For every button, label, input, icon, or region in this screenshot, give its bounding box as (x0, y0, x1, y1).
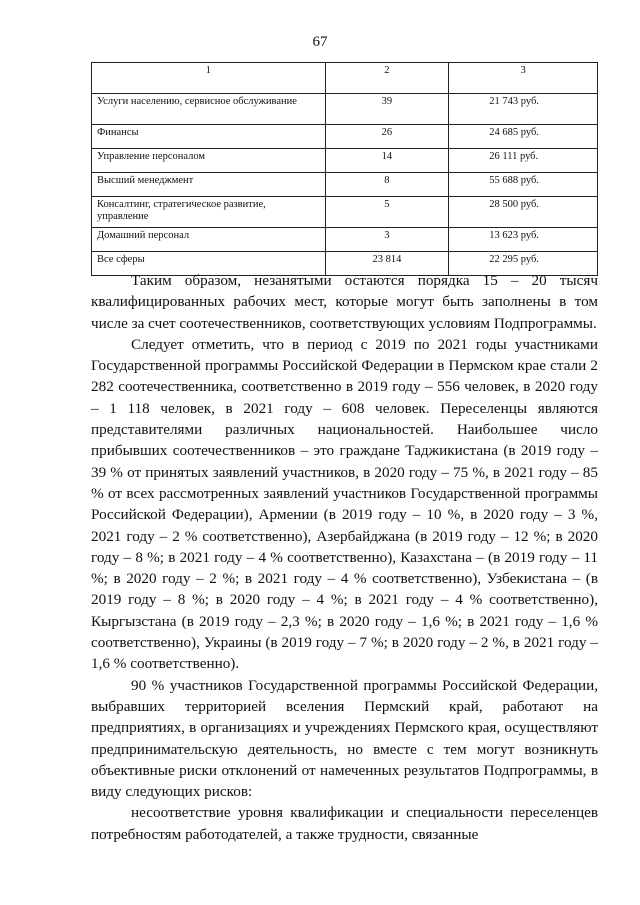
table-header-row (92, 63, 598, 94)
paragraph: Таким образом, незанятыми остаются порядка 15 – 20 тысяч квалифицированных рабочих мест, которые могут быть заполнены в том числе за счет соотечественников, соответствующих условиям Подпрограммы. (91, 272, 598, 332)
table-cell-count: 39 (325, 94, 449, 125)
table-cell-sector: Высший менеджмент (92, 173, 326, 197)
table-row (92, 197, 598, 228)
table-cell-count: 26 (325, 125, 449, 149)
table-cell-count: 14 (325, 149, 449, 173)
table-cell-count: 23 814 (325, 252, 449, 276)
table-row (92, 149, 598, 173)
table-cell-sector: Управление персоналом (92, 149, 326, 173)
salary-table (91, 62, 598, 276)
table-cell-sector: Консалтинг, стратегическое развитие, управление (92, 197, 326, 228)
table-cell-sector: Услуги населению, сервисное обслуживание (92, 94, 326, 125)
table-cell-salary: 22 295 руб. (449, 252, 598, 276)
table-row (92, 125, 598, 149)
table-cell-sector: Финансы (92, 125, 326, 149)
table-cell-salary: 24 685 руб. (449, 125, 598, 149)
paragraph: Следует отметить, что в период с 2019 по 2021 годы участниками Государственной программы Российской Федерации в Пермском крае стали 2 282 соотечественника, соответственно в 2019 году – 556 человек, в 2020 году – 1 118 человек, в 2021 году – 608 человек. Переселенцы являются представителями различных национальностей. Наибольшее число прибывших соотечественников – это граждане Таджикистана (в 2019 году – 39 % от принятых заявлений участников, в 2020 году – 75 %, в 2021 году – 85 % от всех рассмотренных заявлений участников Государственной программы Российской Федерации), Армении (в 2019 году – 10 %, в 2020 году – 3 %, 2021 году – 2 % соответственно), Азербайджана (в 2019 году – 12 %; в 2020 году – 8 %; в 2021 году – 4 % соответственно), Казахстана – (в 2019 году – 11 %; в 2020 году – 2 %; в 2021 году – 4 % соответственно), Узбекистана – (в 2019 году – 8 %; в 2020 году – 4 %; в 2021 году – 4 % соответственно), Кыргызстана (в 2019 году – 2,3 %; в 2020 году – 1,6 %; в 2021 году – 1,6 % соответственно), Украины (в 2019 году – 7 %; в 2020 году – 2 %, в 2021 году – 1,6 % соответственно). (91, 335, 598, 673)
table-cell-salary: 13 623 руб. (449, 228, 598, 252)
table-cell-sector: Домашний персонал (92, 228, 326, 252)
table-cell-salary: 21 743 руб. (449, 94, 598, 125)
table-cell-count: 5 (325, 197, 449, 228)
table-cell-salary: 55 688 руб. (449, 173, 598, 197)
table-cell-count: 8 (325, 173, 449, 197)
page-number: 67 (312, 34, 328, 50)
table-cell-sector: Все сферы (92, 252, 326, 276)
table-row (92, 94, 598, 125)
paragraph: несоответствие уровня квалификации и специальности переселенцев потребностям работодателей, а также трудности, связанные (91, 804, 598, 843)
table-row (92, 228, 598, 252)
table-header-cell: 3 (449, 63, 598, 94)
table-cell-count: 3 (325, 228, 449, 252)
table-header-cell: 1 (92, 63, 326, 94)
body-text (91, 270, 598, 845)
paragraph: 90 % участников Государственной программы Российской Федерации, выбравших территорией вселения Пермский край, работают на предприятиях, в организациях и учреждениях Пермского края, осуществляют предпринимательскую деятельность, но вместе с тем могут возникнуть объективные риски отклонений от намеченных результатов Подпрограммы, в виду следующих рисков: (91, 676, 598, 801)
table-cell-salary: 26 111 руб. (449, 149, 598, 173)
table-row (92, 173, 598, 197)
table-header-cell: 2 (325, 63, 449, 94)
table-cell-salary: 28 500 руб. (449, 197, 598, 228)
